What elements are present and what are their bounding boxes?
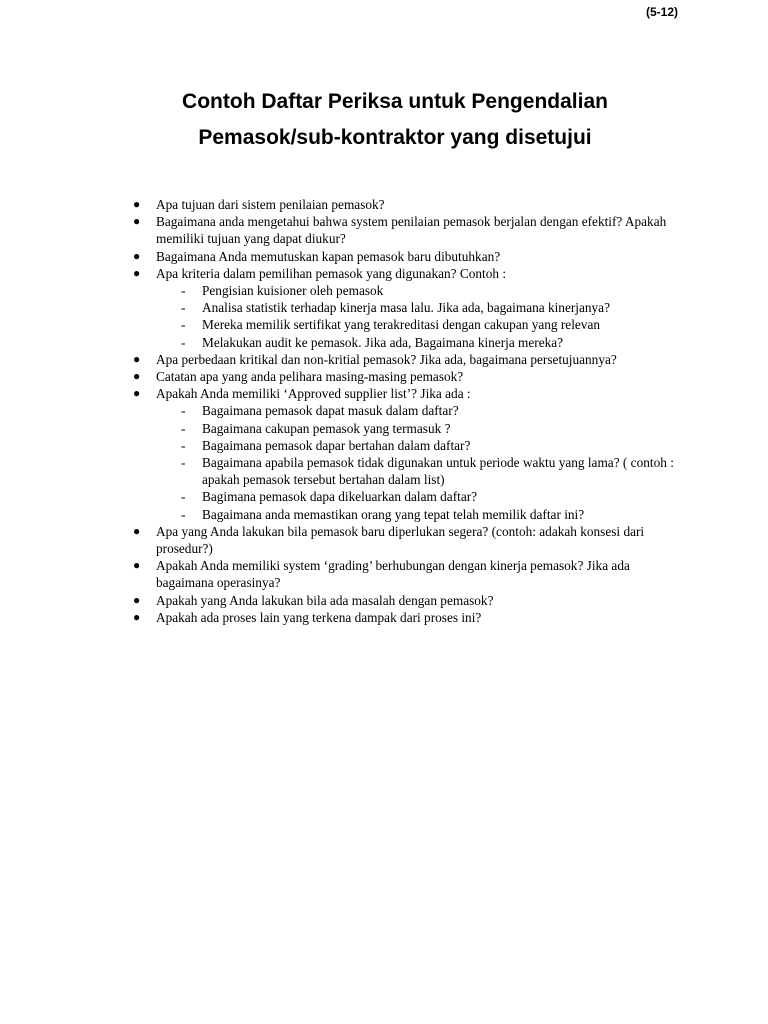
sub-list-item-text: Bagimana pemasok dapa dikeluarkan dalam daftar? [202, 489, 478, 505]
sub-list-item-text: Bagaimana apabila pemasok tidak digunakan untuk periode waktu yang lama? ( contoh : apakah pemasok tersebut bertahan dalam list) [202, 455, 674, 488]
sub-list-item-text: Pengisian kuisioner oleh pemasok [202, 283, 384, 299]
sub-list-item [156, 402, 690, 419]
checklist-item-text: Apakah ada proses lain yang terkena dampak dari proses ini? [156, 609, 482, 625]
sub-list-item-text: Bagaimana anda memastikan orang yang tepat telah memilik daftar ini? [202, 506, 585, 522]
checklist-item [130, 248, 690, 265]
checklist-item [130, 368, 690, 385]
sub-list-item-text: Melakukan audit ke pemasok. Jika ada, Bagaimana kinerja mereka? [202, 334, 564, 350]
checklist-item [130, 265, 690, 351]
checklist-item [130, 557, 690, 591]
dash-marker: - [181, 489, 186, 505]
checklist-item-text: Apa yang Anda lakukan bila pemasok baru diperlukan segera? (contoh: adakah konsesi dari prosedur?) [156, 523, 645, 557]
sub-list-item [156, 282, 690, 299]
checklist-item [130, 592, 690, 609]
sub-list-item [156, 420, 690, 437]
checklist-item-text: Apakah Anda memiliki ‘Approved supplier list’? Jika ada : [156, 386, 471, 402]
bullet-icon: ● [133, 609, 141, 624]
dash-marker: - [181, 506, 186, 522]
dash-marker: - [181, 334, 186, 350]
title-line: Contoh Daftar Periksa untuk Pengendalian [182, 90, 608, 113]
checklist-item-text: Apakah yang Anda lakukan bila ada masalah dengan pemasok? [156, 592, 494, 608]
checklist-item-text: Bagaimana Anda memutuskan kapan pemasok baru dibutuhkan? [156, 248, 501, 264]
page-number: (5-12) [646, 5, 679, 19]
sub-list-item-text: Bagaimana cakupan pemasok yang termasuk ? [202, 420, 451, 436]
dash-marker: - [181, 317, 186, 333]
bullet-icon: ● [133, 197, 141, 211]
sub-list-item-text: Analisa statistik terhadap kinerja masa lalu. Jika ada, bagaimana kinerjanya? [202, 300, 610, 316]
dash-marker: - [181, 300, 186, 316]
checklist-item [130, 351, 690, 368]
sub-list-item [156, 334, 690, 351]
checklist [130, 196, 690, 626]
bullet-icon: ● [133, 369, 141, 384]
bullet-icon: ● [133, 248, 141, 263]
checklist-item-text: Apa kriteria dalam pemilihan pemasok yang digunakan? Contoh : [156, 265, 507, 281]
checklist-item [130, 609, 690, 626]
sub-list-item-text: Bagaimana pemasok dapar bertahan dalam daftar? [202, 437, 471, 453]
bullet-icon: ● [133, 214, 141, 229]
bullet-icon: ● [133, 351, 141, 366]
checklist-item-text: Apa perbedaan kritikal dan non-kritial pemasok? Jika ada, bagaimana persetujuannya? [156, 351, 617, 367]
sub-list-item [156, 488, 690, 505]
checklist-item [130, 523, 690, 557]
checklist-item [130, 385, 690, 523]
sub-list-item-text: Mereka memilik sertifikat yang terakreditasi dengan cakupan yang relevan [202, 317, 601, 333]
dash-marker: - [181, 420, 186, 436]
sub-list-item [156, 316, 690, 333]
checklist-item-text: Apakah Anda memiliki system ‘grading’ berhubungan dengan kinerja pemasok? Jika ada bagaimana operasinya? [156, 558, 630, 591]
title-line: Pemasok/sub-kontraktor yang disetujui [198, 126, 592, 149]
sub-list-item [156, 506, 690, 523]
bullet-icon: ● [133, 386, 141, 401]
sub-list-item-text: Bagaimana pemasok dapat masuk dalam daftar? [202, 403, 459, 419]
sub-list-item [156, 299, 690, 316]
bullet-icon: ● [133, 523, 141, 538]
bullet-icon: ● [133, 265, 141, 280]
dash-marker: - [181, 403, 186, 419]
sub-list-item [156, 454, 690, 488]
sub-list [156, 282, 690, 351]
bullet-icon: ● [133, 558, 141, 573]
sub-list-item [156, 437, 690, 454]
bullet-icon: ● [133, 592, 141, 607]
sub-list [156, 402, 690, 522]
dash-marker: - [181, 283, 186, 299]
page-title [0, 84, 768, 156]
checklist-item-text: Bagaimana anda mengetahui bahwa system penilaian pemasok berjalan dengan efektif? Apakah memiliki tujuan yang dapat diukur? [156, 214, 667, 247]
checklist-item [130, 213, 690, 247]
checklist-item-text: Catatan apa yang anda pelihara masing-masing pemasok? [156, 369, 464, 385]
checklist-item-text: Apa tujuan dari sistem penilaian pemasok? [156, 197, 385, 212]
dash-marker: - [181, 437, 186, 453]
dash-marker: - [181, 455, 186, 471]
checklist-item [130, 196, 690, 213]
